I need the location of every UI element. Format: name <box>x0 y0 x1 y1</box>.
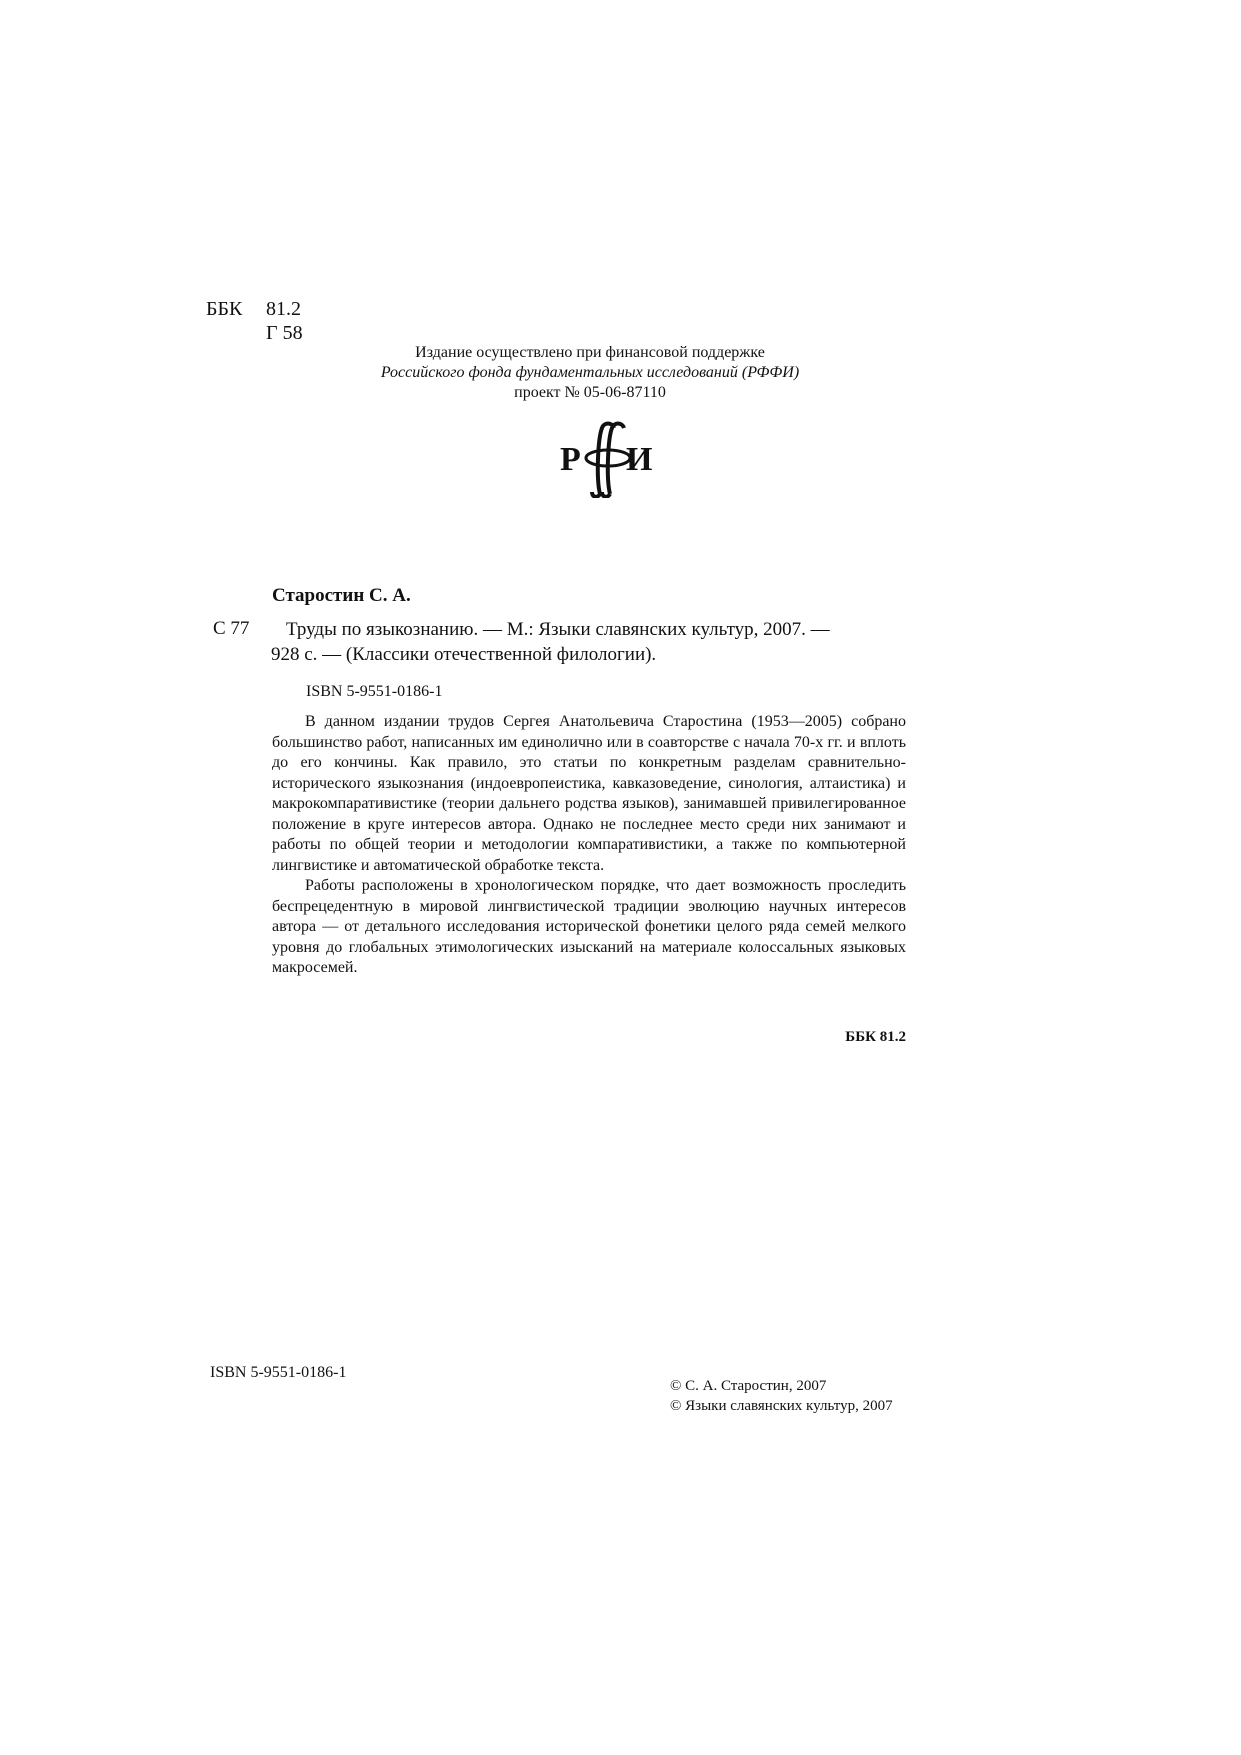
copyright-notices <box>670 1376 893 1416</box>
logo-double-f <box>592 424 624 497</box>
annotation-paragraph-2: Работы расположены в хронологическом порядке, что дает возможность проследить беспрецедентную в мировой лингвистической традиции эволюцию научных интересов автора — от детального исследования исторической фонетики целого ряда семей мелкого уровня до глобальных этимологических изысканий на материале колоссальных языковых макросемей. <box>272 877 906 976</box>
rffi-logo <box>556 418 656 498</box>
bbk-label <box>206 297 242 321</box>
funding-line-2: Российского фонда фундаментальных исследований (РФФИ) <box>380 364 800 381</box>
bbk-label-text: ББК <box>206 298 243 320</box>
biblio-line-1: Труды по языкознанию. — М.: Языки славянских культур, 2007. — <box>286 619 830 640</box>
copyright-author: © С. А. Старостин, 2007 <box>670 1378 827 1394</box>
annotation-paragraph-1: В данном издании трудов Сергея Анатольевича Старостина (1953—2005) собрано большинство работ, написанных им единолично или в соавторстве с начала 70-х гг. и вплоть до его кончины. Как правило, это статьи по конкретным разделам сравнительно-исторического языкознания (индоевропеистика, кавказоведение, синология, алтаистика) и макрокомпаративистике (теории дальнего родства языков), занимавшей привилегированное положение в круге интересов автора. Однако не последнее место среди них занимают и работы по общей теории и методологии компаративистики, а также по компьютерной лингвистике и автоматической обработке текста. <box>272 713 906 874</box>
logo-letter-r: Р <box>560 441 581 478</box>
bbk-classification-bottom: ББК 81.2 <box>845 1029 906 1045</box>
funding-line-1: Издание осуществлено при финансовой поддержке <box>415 344 765 361</box>
funding-note <box>340 343 840 403</box>
bibliographic-description <box>271 617 906 667</box>
isbn-record: ISBN 5-9551-0186-1 <box>306 683 443 700</box>
bbk-codes <box>266 297 303 345</box>
copyright-publisher: © Языки славянских культур, 2007 <box>670 1398 893 1414</box>
funding-line-3: проект № 05-06-87110 <box>514 384 666 401</box>
logo-letter-i: И <box>626 441 653 478</box>
isbn-footer: ISBN 5-9551-0186-1 <box>210 1364 347 1381</box>
bbk-code-primary: 81.2 <box>266 298 301 320</box>
biblio-line-2: 928 с. — (Классики отечественной филологии). <box>271 644 657 665</box>
cutter-number: С 77 <box>213 618 250 639</box>
annotation <box>272 712 906 979</box>
bbk-code-author-mark: Г 58 <box>266 322 303 344</box>
author-heading: Старостин С. А. <box>272 585 411 606</box>
